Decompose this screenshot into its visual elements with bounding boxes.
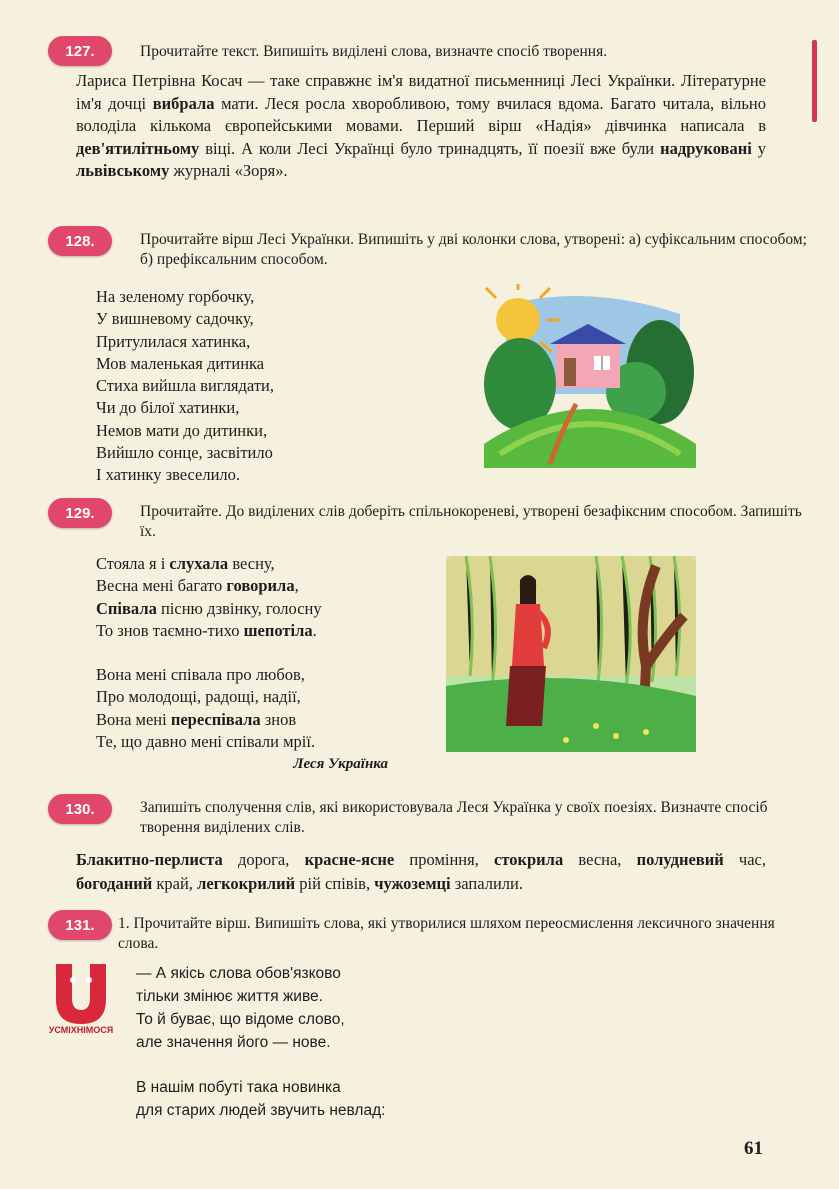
poem-line: Немов мати до дитинки, [96, 420, 268, 440]
poem-line: Чи до білої хатинки, [96, 398, 240, 418]
house-on-hill-illustration [480, 284, 700, 468]
highlighted-word: надруковані [660, 138, 752, 158]
exercise-task: Прочитайте. До виділених слів доберіть спільнокореневі, утворені безафіксним способом. Запишіть їх. [140, 503, 802, 540]
exercise-128-poem [96, 286, 274, 487]
smile-u-icon [42, 958, 120, 1036]
poem-line: То й буває, що відоме слово, [136, 1011, 345, 1028]
exercise-number-badge: 128. [48, 226, 112, 256]
exercise-131-poem [136, 962, 385, 1122]
poem-line: тільки змінює життя живе. [136, 988, 323, 1005]
poem-line: Те, що давно мені співали мрії. [96, 732, 316, 752]
highlighted-word: дев'ятилітньому [76, 138, 200, 158]
poem-line: Притулилася хатинка, [96, 331, 251, 351]
exercise-number-badge: 129. [48, 498, 112, 528]
icon-caption: УСМІХНІМОСЯ [48, 1025, 114, 1035]
poem-author: Леся Українка [293, 756, 388, 773]
poem-line: У вишневому садочку, [96, 309, 254, 329]
exercise-task: Прочитайте текст. Випишіть виділені слова, визначте спосіб творення. [140, 43, 608, 60]
poem-line: Про молодощі, радощі, надії, [96, 687, 301, 707]
exercise-task: 1. Прочитайте вірш. Випишіть слова, які утворилися шляхом переосмислення лексичного значення слова. [118, 915, 775, 952]
poem-line: Вона мені співала про любов, [96, 665, 305, 685]
poem-line: Стиха вийшла виглядати, [96, 376, 274, 396]
poem-line: Весна мені багато говорила, [96, 576, 299, 596]
poem-line: Мов маленькая дитинка [96, 353, 265, 373]
poem-line: На зеленому горбочку, [96, 287, 255, 306]
highlighted-word: вибрала [152, 93, 215, 113]
exercise-127-text: Лариса Петрівна Косач — таке справжнє ім'я видатної письменниці Лесі Українки. Літературне ім'я дочці вибрала мати. Леся росла хворобливою, тому вчилася вдома. Багато читала, вільно володіла кількома європейськими мовами. Перший вірш «Надія» дівчинка написала в дев'ятилітньому віці. А коли Лесі Українці було тринадцять, її поезії вже були надруковані у львівському журналі «Зоря». [76, 71, 766, 180]
poem-line: але значення його — нове. [136, 1034, 331, 1051]
exercise-129-poem [96, 553, 388, 776]
poem-line: Співала пісню дзвінку, голосну [96, 598, 322, 618]
poem-line: Вийшло сонце, засвітило [96, 443, 273, 463]
poem-line: для старих людей звучить невлад: [136, 1102, 386, 1119]
exercise-number-badge: 131. [48, 910, 112, 940]
exercise-task: Прочитайте вірш Лесі Українки. Випишіть у дві колонки слова, утворені: а) суфіксальним способом; б) префіксальним способом. [140, 231, 807, 268]
highlighted-word: львівському [76, 161, 170, 180]
exercise-130-text: Блакитно-перлиста дорога, красне-ясне проміння, стокрила весна, полудневий час, богоданий край, легкокрилий рій співів, чужоземці запалили. [76, 850, 766, 893]
exercise-number-badge: 130. [48, 794, 112, 824]
poem-line: І хатинку звеселило. [96, 465, 241, 485]
poem-line: То знов таємно-тихо шепотіла. [96, 620, 317, 640]
poem-line: Вона мені переспівала знов [96, 709, 297, 729]
poem-line: В нашім побуті така новинка [136, 1079, 341, 1096]
poem-line: — А якісь слова обов'язково [136, 965, 341, 982]
exercise-number-badge: 127. [48, 36, 112, 66]
exercise-task: Запишіть сполучення слів, які використовувала Леся Українка у своїх поезіях. Визначте спосіб творення виділених слів. [140, 799, 768, 836]
page-number: 61 [744, 1138, 763, 1159]
girl-under-willow-illustration [446, 556, 696, 752]
poem-line: Стояла я і слухала весну, [96, 554, 275, 573]
